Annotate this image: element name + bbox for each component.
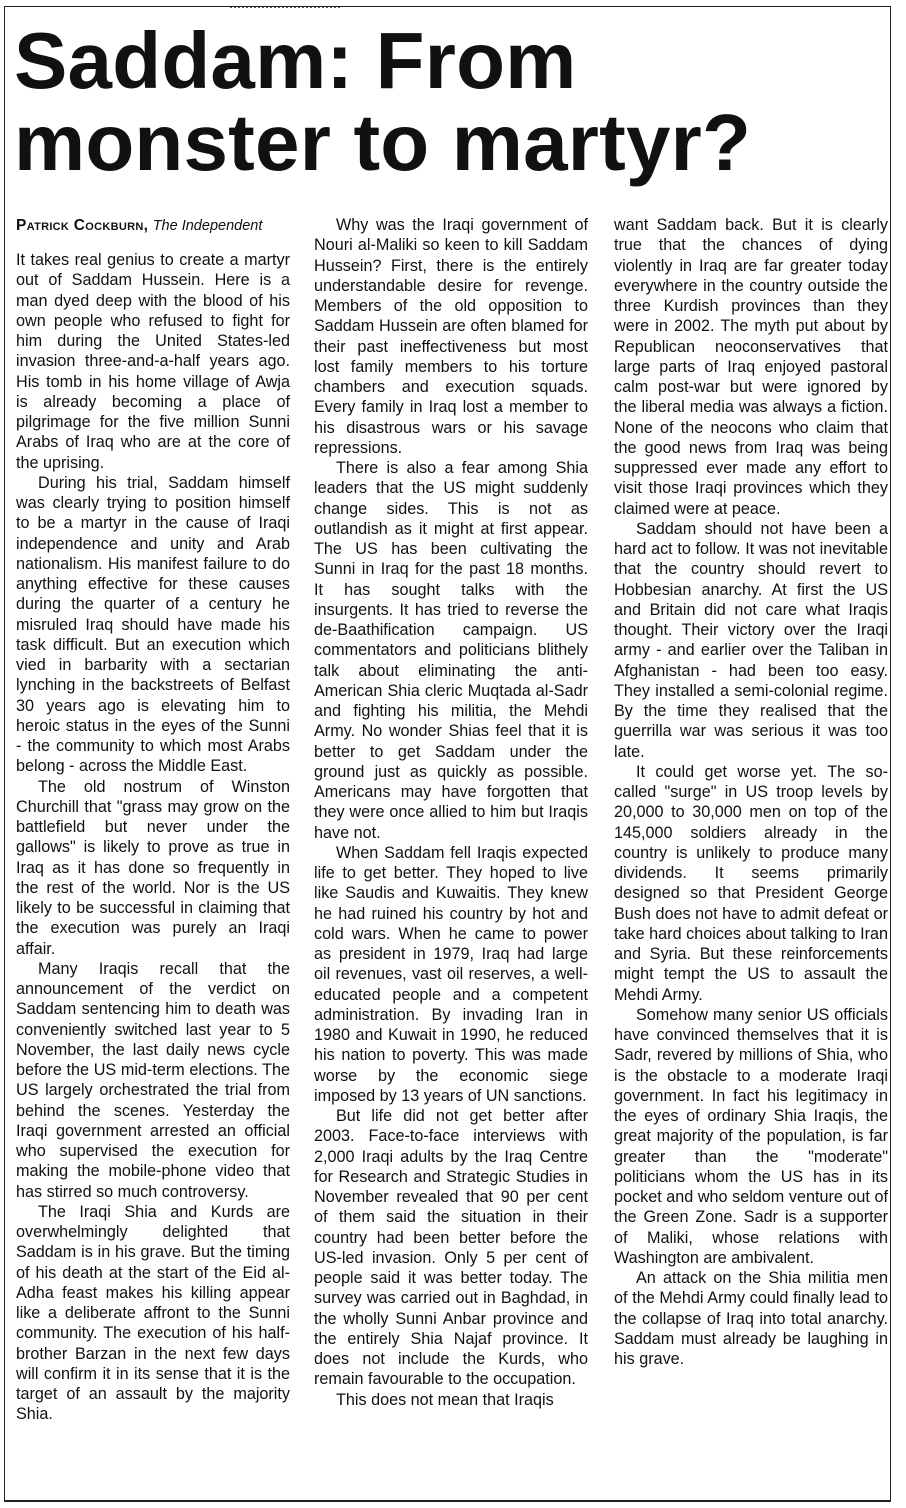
- paragraph: The old nostrum of Winston Churchill that "grass may grow on the battlefield but never under the gallows" is likely to prove as true in Iraq as it has done so frequently in the rest of the world. Nor is the US likely to be successful in claiming that the execution was purely an Iraqi affair.: [16, 777, 290, 958]
- paragraph: But life did not get better after 2003. Face-to-face interviews with 2,000 Iraqi adults by the Iraq Centre for Research and Strategic Studies in November revealed that 90 per cent of them said the situation in their country had been better before the US-led invasion. Only 5 per cent of people said it was better today. The survey was carried out in Baghdad, in the wholly Sunni Anbar province and the entirely Shia Najaf province. It does not include the Kurds, who remain favourable to the occupation.: [314, 1107, 588, 1389]
- paragraph: It could get worse yet. The so-called "surge" in US troop levels by 20,000 to 30,000 men on top of the 145,000 soldiers already in the country is unlikely to produce many dividends. It seems primarily designed so that President George Bush does not have to admit defeat or take hard choices about talking to Iran and Syria. But these reinforcements might tempt the US to assault the Mehdi Army.: [614, 762, 888, 1004]
- article-column-1: [16, 215, 290, 1425]
- byline-publication: The Independent: [152, 218, 263, 234]
- article-headline: Saddam: From monster to martyr?: [14, 16, 752, 187]
- byline: [16, 215, 290, 236]
- paragraph-continued: want Saddam back. But it is clearly true that the chances of dying violently in Iraq are far greater today everywhere in the country outside the three Kurdish provinces than they were in 2002. The myth put about by Republican neoconservatives that large parts of Iraq enjoyed pastoral calm post-war but were ignored by the liberal media was always a fiction. None of the neocons who claim that the good news from Iraq was being suppressed ever made any effort to visit those Iraqi provinces which they claimed were at peace.: [614, 216, 888, 518]
- paragraph: Saddam should not have been a hard act to follow. It was not inevitable that the country should revert to Hobbesian anarchy. At first the US and Britain did not care what Iraqis thought. Their victory over the Iraqi army - and earlier over the Taliban in Afghanistan - had been too easy. They installed a semi-colonial regime. By the time they realised that the guerrilla war was serious it was too late.: [614, 519, 888, 761]
- paragraph: During his trial, Saddam himself was clearly trying to position himself to be a martyr in the cause of Iraqi independence and unity and Arab nationalism. His manifest failure to do anything effective for these causes during the quarter of a century he misruled Iraq should have made his task difficult. But an execution which vied in barbarity with a sectarian lynching in the backstreets of Belfast 30 years ago is elevating him to heroic status in the eyes of the Sunni - the community to which most Arabs belong - across the Middle East.: [16, 473, 290, 776]
- paragraph: The Iraqi Shia and Kurds are overwhelmingly delighted that Saddam is in his grave. But the timing of his death at the start of the Eid al-Adha feast makes his killing appear like a deliberate affront to the Sunni community. The execution of his half-brother Barzan in the next few days will confirm it in its sense that it is the target of an assault by the majority Shia.: [16, 1202, 290, 1424]
- byline-author: Patrick Cockburn,: [16, 217, 149, 234]
- article-column-2: [314, 215, 588, 1410]
- article-column-3: [614, 215, 888, 1369]
- paragraph: When Saddam fell Iraqis expected life to get better. They hoped to live like Saudis and Kuwaitis. They knew he had ruined his country by hot and cold wars. When he came to power as president in 1979, Iraq had large oil revenues, vast oil reserves, a well-educated people and a competent administration. By invading Iran in 1980 and Kuwait in 1990, he reduced his nation to poverty. This was made worse by the economic siege imposed by 13 years of UN sanctions.: [314, 843, 588, 1105]
- paragraph: It takes real genius to create a martyr out of Saddam Hussein. Here is a man dyed deep with the blood of his own people who refused to fight for him during the United States-led invasion three-and-a-half years ago. His tomb in his home village of Awja is already becoming a place of pilgrimage for the five million Sunni Arabs of Iraq who are at the core of the uprising.: [16, 251, 290, 472]
- bottom-rule: [4, 1500, 891, 1502]
- paragraph: Why was the Iraqi government of Nouri al-Maliki so keen to kill Saddam Hussein? First, there is the entirely understandable desire for revenge. Members of the old opposition to Saddam Hussein are often blamed for their past ineffectiveness but most lost family members to his torture chambers and execution squads. Every family in Iraq lost a member to his disastrous wars or his savage repressions.: [314, 216, 588, 457]
- paragraph: An attack on the Shia militia men of the Mehdi Army could finally lead to the collapse of Iraq into total anarchy. Saddam must already be laughing in his grave.: [614, 1269, 888, 1368]
- paragraph: This does not mean that Iraqis: [336, 1390, 554, 1409]
- paragraph: Many Iraqis recall that the announcement of the verdict on Saddam sentencing him to death was conveniently switched last year to 5 November, the last daily news cycle before the US mid-term elections. The US largely orchestrated the trial from behind the scenes. Yesterday the Iraqi government arrested an official who supervised the execution for making the mobile-phone video that has stirred so much controversy.: [16, 959, 290, 1201]
- paragraph: Somehow many senior US officials have convinced themselves that it is Sadr, revered by millions of Shia, who is the obstacle to a moderate Iraqi government. In fact his legitimacy in the eyes of ordinary Shia Iraqis, the great majority of the population, is far greater than the "moderate" politicians whom the US has in its pocket and who seldom venture out of the Green Zone. Sadr is a supporter of Maliki, whose relations with Washington are ambivalent.: [614, 1005, 888, 1267]
- paragraph: There is also a fear among Shia leaders that the US might suddenly change sides. This is not as outlandish as it might at first appear. The US has been cultivating the Sunni in Iraq for the past 18 months. It has sought talks with the insurgents. It has tried to reverse the de-Baathification campaign. US commentators and politicians blithely talk about eliminating the anti-American Shia cleric Muqtada al-Sadr and fighting his militia, the Mehdi Army. No wonder Shias feel that it is better to get Saddam under the ground just as quickly as possible. Americans may have forgotten that they were once allied to him but Iraqis have not.: [314, 459, 588, 842]
